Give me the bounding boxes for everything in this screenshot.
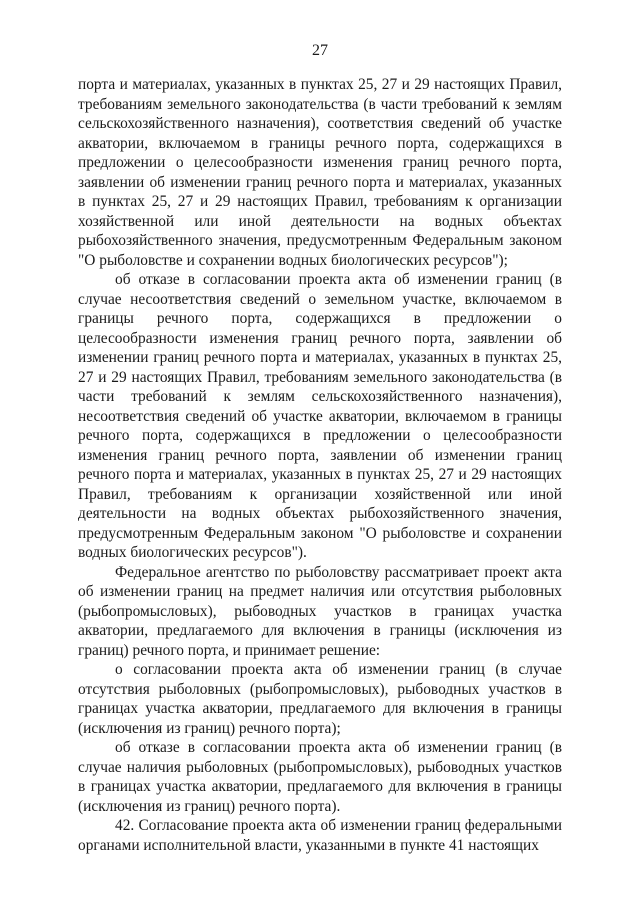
paragraph-approval: о согласовании проекта акта об изменении границ (в случае отсутствия рыболовных (рыбопромысловых), рыбоводных участков в границах участка акватории, предлагаемого для включения в границы (исключения из границ) речного порта); [78,661,562,737]
paragraph-item-42: 42. Согласование проекта акта об изменении границ федеральными органами исполнительной власти, указанными в пункте 41 настоящих [78,817,562,854]
document-body [78,75,562,855]
paragraph-refusal-land: об отказе в согласовании проекта акта об изменении границ (в случае несоответствия сведений о земельном участке, включаемом в границы речного порта, содержащихся в предложении о целесообразности изменения границ речного порта, заявлении об изменении границ речного порта и материалах, указанных в пунктах 25, 27 и 29 настоящих Правил, требованиям земельного законодательства (в части требований к землям сельскохозяйственного назначения), несоответствия сведений об участке акватории, включаемом в границы речного порта, содержащихся в предложении о целесообразности изменения границ речного порта, заявлении об изменении границ речного порта и материалах, указанных в пунктах 25, 27 и 29 настоящих Правил, требованиям к организации хозяйственной или иной деятельности на водных объектах рыбохозяйственного значения, предусмотренным Федеральным законом "О рыболовстве и сохранении водных биологических ресурсов"). [78,271,562,561]
paragraph-fishery-agency: Федеральное агентство по рыболовству рассматривает проект акта об изменении границ на предмет наличия или отсутствия рыболовных (рыбопромысловых), рыбоводных участков в границах участка акватории, предлагаемого для включения в границы (исключения из границ) речного порта, и принимает решение: [78,563,562,659]
paragraph-continuation: порта и материалах, указанных в пунктах 25, 27 и 29 настоящих Правил, требованиям земельного законодательства (в части требований к землям сельскохозяйственного назначения), соответствия сведений об участке акватории, включаемом в границы речного порта, содержащихся в предложении о целесообразности изменения границ речного порта, заявлении об изменении границ речного порта и материалах, указанных в пунктах 25, 27 и 29 настоящих Правил, требованиям к организации хозяйственной или иной деятельности на водных объектах рыбохозяйственного значения, предусмотренным Федеральным законом "О рыболовстве и сохранении водных биологических ресурсов"); [78,76,562,269]
page-number: 27 [312,42,328,59]
paragraph-refusal-fishery: об отказе в согласовании проекта акта об изменении границ (в случае наличия рыболовных (рыбопромысловых), рыбоводных участков в границах участка акватории, предлагаемого для включения в границы (исключения из границ) речного порта). [78,739,562,815]
